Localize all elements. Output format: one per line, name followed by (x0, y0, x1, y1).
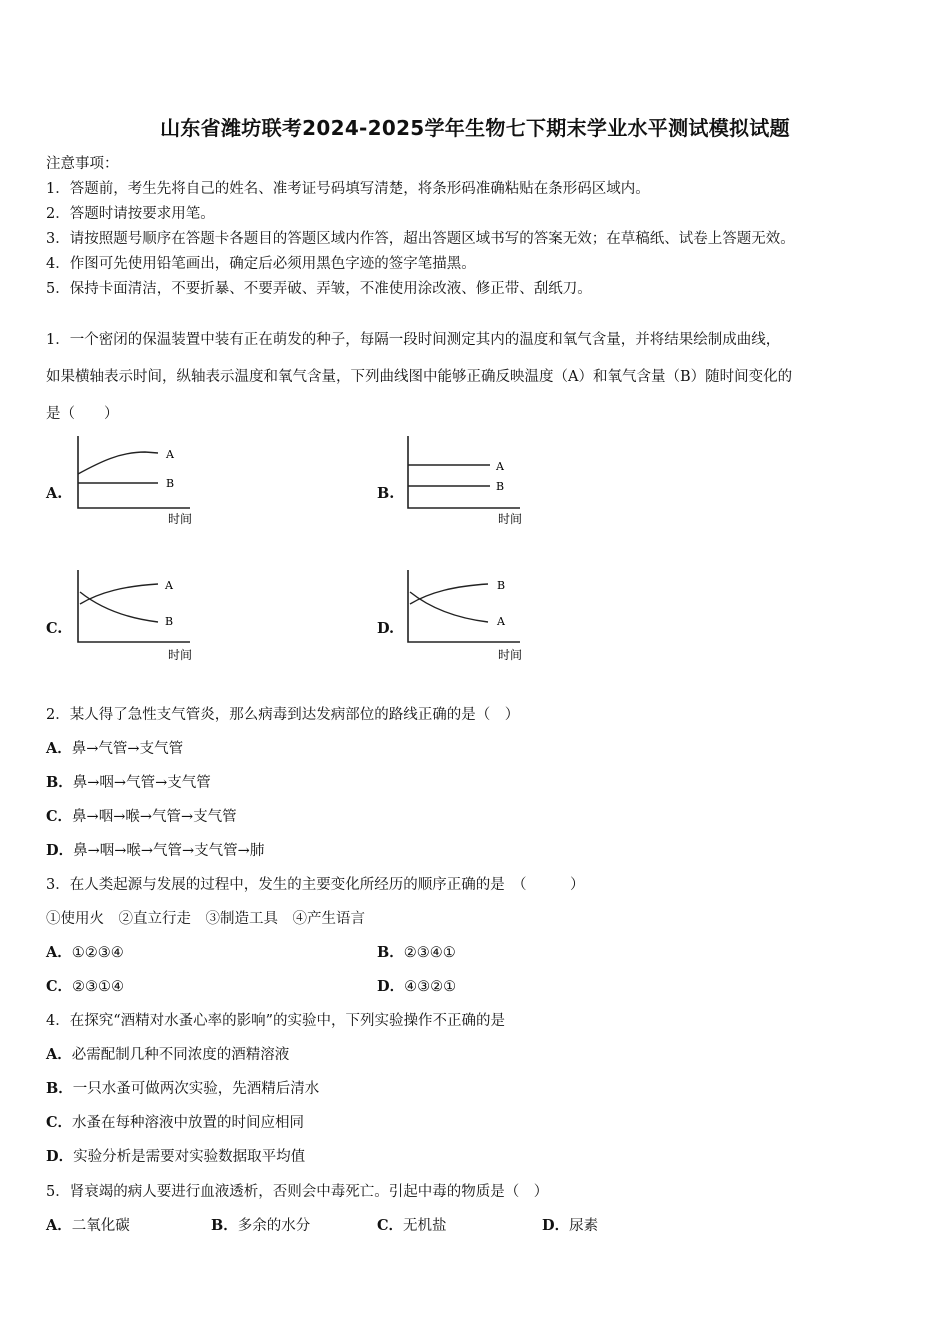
curve-label-1: A (166, 448, 174, 461)
curve-label-2: B (165, 615, 174, 628)
x-axis-label: 时间 (498, 512, 523, 526)
q3-option-d[interactable]: D．④③②① (377, 978, 457, 995)
q2-option-b[interactable]: B．鼻→咽→气管→支气管 (46, 774, 211, 791)
q5-option-c[interactable]: C．无机盐 (377, 1217, 447, 1234)
q3-stem: 3．在人类起源与发展的过程中，发生的主要变化所经历的顺序正确的是 （ ） (46, 877, 585, 893)
axes (78, 570, 190, 642)
q3-option-a[interactable]: A．①②③④ (46, 944, 124, 961)
page-title: 山东省潍坊联考2024-2025学年生物七下期末学业水平测试模拟试题 (160, 116, 790, 140)
curve-label-2: A (497, 615, 505, 628)
curve-a (410, 592, 488, 622)
curve-label-2: B (166, 477, 175, 490)
x-axis-label: 时间 (498, 648, 523, 662)
notice-item: 1．答题前，考生先将自己的姓名、准考证号码填写清楚，将条形码准确粘贴在条形码区域内。 (46, 181, 650, 197)
q1-option-a-label[interactable]: A. (46, 485, 63, 502)
q4-stem: 4．在探究“酒精对水蚤心率的影响”的实验中，下列实验操作不正确的是 (46, 1013, 506, 1029)
q5-option-b[interactable]: B．多余的水分 (211, 1217, 311, 1234)
axes (78, 436, 190, 508)
q5-option-d[interactable]: D．尿素 (542, 1217, 599, 1234)
curve-label-1: B (497, 579, 506, 592)
q1-graph-a[interactable] (70, 432, 210, 530)
q2-option-a[interactable]: A．鼻→气管→支气管 (46, 740, 184, 757)
q2-option-d[interactable]: D．鼻→咽→喉→气管→支气管→肺 (46, 842, 265, 859)
q2-option-c[interactable]: C．鼻→咽→喉→气管→支气管 (46, 808, 237, 825)
notice-item: 2．答题时请按要求用笔。 (46, 206, 215, 222)
q4-option-a[interactable]: A．必需配制几种不同浓度的酒精溶液 (46, 1046, 290, 1063)
q4-option-b[interactable]: B．一只水蚤可做两次实验，先酒精后清水 (46, 1080, 320, 1097)
q3-items: ①使用火 ②直立行走 ③制造工具 ④产生语言 (46, 911, 365, 927)
q3-option-c[interactable]: C．②③①④ (46, 978, 125, 995)
curve-a (78, 452, 158, 474)
notice-heading: 注意事项： (46, 156, 119, 172)
q5-stem: 5．肾衰竭的病人要进行血液透析，否则会中毒死亡。引起中毒的物质是（ ） (46, 1184, 549, 1200)
curve-label-1: A (165, 579, 173, 592)
q1-option-b-label[interactable]: B. (377, 485, 395, 502)
q1-graph-c[interactable] (70, 566, 210, 664)
x-axis-label: 时间 (168, 512, 193, 526)
curve-label-2: B (496, 480, 505, 493)
curve-label-1: A (496, 460, 504, 473)
curve-b (80, 592, 158, 622)
notice-item: 3．请按照题号顺序在答题卡各题目的答题区域内作答，超出答题区域书写的答案无效；在草稿纸、试卷上答题无效。 (46, 231, 795, 247)
q1-option-d-label[interactable]: D. (377, 620, 395, 637)
q1-option-c-label[interactable]: C. (46, 620, 63, 637)
x-axis-label: 时间 (168, 648, 193, 662)
notice-item: 4．作图可先使用铅笔画出，确定后必须用黑色字迹的签字笔描黑。 (46, 256, 476, 272)
q1-stem-line: 1．一个密闭的保温装置中装有正在萌发的种子，每隔一段时间测定其内的温度和氧气含量，并将结果绘制成曲线， (46, 332, 781, 348)
q1-graph-d[interactable] (400, 566, 540, 664)
notice-item: 5．保持卡面清洁，不要折暴、不要弄破、弄皱，不准使用涂改液、修正带、刮纸刀。 (46, 281, 592, 297)
q4-option-d[interactable]: D．实验分析是需要对实验数据取平均值 (46, 1148, 306, 1165)
q1-graph-b[interactable] (400, 432, 540, 530)
q1-stem-line: 是（ ） (46, 406, 119, 422)
q1-stem-line: 如果横轴表示时间，纵轴表示温度和氧气含量，下列曲线图中能够正确反映温度（A）和氧气含量（B）随时间变化的 (46, 369, 793, 385)
q3-option-b[interactable]: B．②③④① (377, 944, 456, 961)
q2-stem: 2．某人得了急性支气管炎，那么病毒到达发病部位的路线正确的是（ ） (46, 707, 520, 723)
q5-option-a[interactable]: A．二氧化碳 (46, 1217, 130, 1234)
q4-option-c[interactable]: C．水蚤在每种溶液中放置的时间应相同 (46, 1114, 305, 1131)
